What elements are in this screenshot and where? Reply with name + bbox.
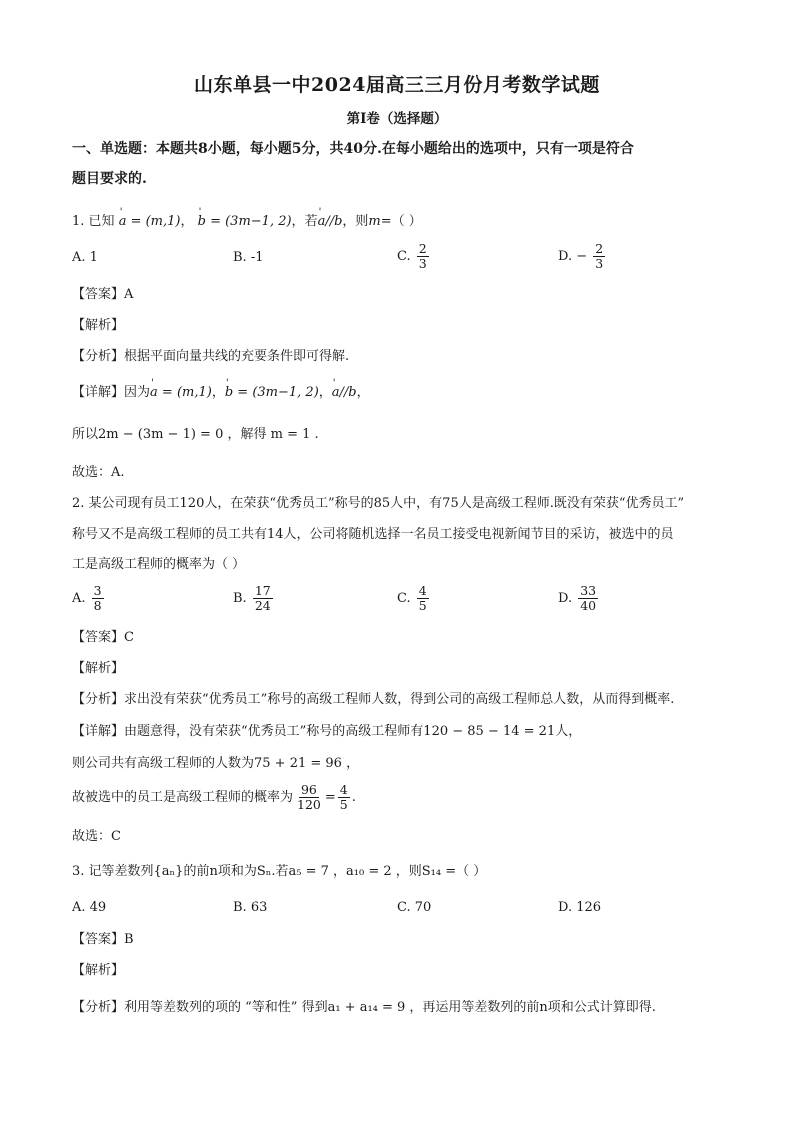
q2-option-b-label: B. bbox=[233, 591, 247, 606]
q1-option-c-numerator: 2 bbox=[418, 241, 427, 256]
q2-answer bbox=[72, 629, 134, 647]
q1-detail-sep2: ， bbox=[318, 385, 332, 400]
q2-detail-fraction2-numerator: 4 bbox=[339, 782, 348, 797]
section-heading-line1: 一、单选题：本题共8小题，每小题5分，共40分.在每小题给出的选项中，只有一项是符合 bbox=[72, 141, 634, 157]
q2-fenxi-text: 求出没有荣获“优秀员工”称号的高级工程师人数，得到公司的高级工程师总人数，从而得到概率. bbox=[124, 692, 675, 707]
q3-option-b: B. 63 bbox=[233, 900, 268, 915]
q1-conclusion: 故选：A. bbox=[72, 465, 125, 480]
q1-answer bbox=[72, 286, 133, 304]
q1-option-c-fraction bbox=[417, 242, 429, 271]
q1-parallel: ' a//b bbox=[318, 213, 343, 231]
q3-answer bbox=[72, 931, 134, 949]
q2-option-d-numerator: 33 bbox=[580, 583, 597, 598]
q1-fenxi-text: 根据平面向量共线的充要条件即可得解. bbox=[124, 349, 350, 364]
xiangjie-label: 【详解】 bbox=[72, 724, 125, 739]
q2-conclusion: 故选：C bbox=[72, 829, 121, 844]
q1-condition: ，若 bbox=[291, 214, 318, 229]
q2-option-d bbox=[558, 584, 600, 613]
q2-detail-text3: 故被选中的员工是高级工程师的概率为 bbox=[72, 790, 294, 805]
q1-analysis-label: 【解析】 bbox=[72, 318, 125, 333]
q1-option-d-numerator: 2 bbox=[595, 241, 604, 256]
fenxi-label: 【分析】 bbox=[72, 1000, 125, 1015]
q3-option-a: A. 49 bbox=[72, 900, 107, 915]
q2-option-b-denominator: 24 bbox=[254, 598, 271, 613]
q1-option-c-denominator: 3 bbox=[418, 256, 427, 271]
q2-option-d-denominator: 40 bbox=[580, 598, 597, 613]
page-subtitle: 第I卷（选择题） bbox=[346, 111, 448, 127]
q2-detail-line1 bbox=[72, 723, 581, 741]
q1-option-d-label: D. − bbox=[558, 249, 588, 264]
q1-detail-sep1: ， bbox=[211, 385, 225, 400]
q1-option-d-denominator: 3 bbox=[595, 256, 604, 271]
q2-option-b bbox=[233, 584, 275, 613]
q2-detail-fraction1 bbox=[295, 783, 323, 812]
q1-option-d-fraction bbox=[593, 242, 605, 271]
xiangjie-label: 【详解】 bbox=[72, 385, 125, 400]
q1-option-d bbox=[558, 242, 607, 271]
q3-option-c: C. 70 bbox=[397, 900, 432, 915]
q1-variable: m bbox=[368, 214, 381, 229]
q2-option-a-fraction bbox=[92, 584, 104, 613]
q1-fenxi bbox=[72, 348, 349, 366]
q1-detail-vector-a: ' a = (m,1) bbox=[150, 384, 212, 402]
q2-detail-fraction2 bbox=[338, 783, 350, 812]
q1-vector-a: ' a = (m,1) bbox=[119, 213, 181, 231]
q2-detail-line2: 则公司共有高级工程师的人数为75 + 21 = 96 ， bbox=[72, 756, 360, 771]
q2-detail-text1: 由题意得，没有荣获“优秀员工”称号的高级工程师有120 − 85 − 14 = 21人， bbox=[124, 724, 582, 739]
q1-option-c bbox=[397, 242, 431, 271]
q2-stem-line1: 2. 某公司现有员工120人，在荣获“优秀员工”称号的85人中，有75人是高级工程师.既没有荣获“优秀员工” bbox=[72, 496, 685, 511]
q2-detail-line3 bbox=[72, 783, 356, 812]
answer-label: 【答案】 bbox=[72, 287, 125, 302]
q1-stem-prefix: 1. 已知 bbox=[72, 214, 115, 229]
q1-option-a: A. 1 bbox=[72, 250, 98, 265]
section-heading-line2: 题目要求的. bbox=[72, 171, 147, 187]
q2-fenxi bbox=[72, 691, 674, 709]
q2-option-a-label: A. bbox=[72, 591, 86, 606]
q1-detail-line2: 所以2m − (3m − 1) = 0 ，解得 m = 1 . bbox=[72, 427, 319, 442]
q2-option-d-label: D. bbox=[558, 591, 573, 606]
q2-option-c bbox=[397, 584, 431, 613]
q1-option-b: B. -1 bbox=[233, 250, 264, 265]
q3-stem: 3. 记等差数列{aₙ}的前n项和为Sₙ.若a₅ = 7 ，a₁₀ = 2 ，则S₁₄ =（ ） bbox=[72, 864, 487, 879]
q1-detail-sep3: ， bbox=[356, 385, 370, 400]
q2-option-d-fraction bbox=[578, 584, 598, 613]
q3-analysis-label: 【解析】 bbox=[72, 963, 125, 978]
q2-option-c-numerator: 4 bbox=[418, 583, 427, 598]
q1-option-c-label: C. bbox=[397, 249, 411, 264]
q2-option-c-label: C. bbox=[397, 591, 411, 606]
q1-detail-parallel: ' a//b bbox=[332, 384, 357, 402]
q1-detail-line1 bbox=[72, 384, 370, 402]
q2-detail-fraction1-numerator: 96 bbox=[300, 782, 317, 797]
q2-option-c-denominator: 5 bbox=[418, 598, 427, 613]
q2-option-b-numerator: 17 bbox=[254, 583, 271, 598]
q2-option-b-fraction bbox=[253, 584, 273, 613]
q3-answer-value: B bbox=[124, 932, 134, 947]
q1-detail-vector-b: ' b = (3m−1, 2) bbox=[225, 384, 319, 402]
q2-stem-line2: 称号又不是高级工程师的员工共有14人，公司将随机选择一名员工接受电视新闻节目的采访，被选中的员 bbox=[72, 527, 674, 542]
q2-detail-equals: = bbox=[324, 790, 336, 805]
q2-answer-value: C bbox=[124, 630, 134, 645]
fenxi-label: 【分析】 bbox=[72, 692, 125, 707]
q3-fenxi-text: 利用等差数列的项的 “等和性” 得到a₁ + a₁₄ = 9 ，再运用等差数列的前n项和公式计算即得. bbox=[124, 1000, 656, 1015]
q2-detail-period: . bbox=[351, 790, 356, 805]
q1-tail: =（ ） bbox=[380, 214, 422, 229]
q1-detail-text: 因为 bbox=[124, 385, 151, 400]
q2-detail-fraction1-denominator: 120 bbox=[297, 797, 321, 812]
q1-ask: ，则 bbox=[342, 214, 369, 229]
q1-answer-value: A bbox=[124, 287, 134, 302]
q2-option-c-fraction bbox=[417, 584, 429, 613]
q1-vector-b: ' b = (3m−1, 2) bbox=[198, 213, 292, 231]
page-title: 山东单县一中2024届高三三月份月考数学试题 bbox=[194, 74, 600, 96]
q2-analysis-label: 【解析】 bbox=[72, 661, 125, 676]
answer-label: 【答案】 bbox=[72, 932, 125, 947]
q1-stem: 1. 已知 ' a = (m,1)， ' b = (3m−1, 2)，若' a//b，则m=（ ） bbox=[72, 213, 422, 231]
q2-stem-line3: 工是高级工程师的概率为（ ） bbox=[72, 557, 246, 572]
q3-option-d: D. 126 bbox=[558, 900, 602, 915]
q2-option-a bbox=[72, 584, 106, 613]
fenxi-label: 【分析】 bbox=[72, 349, 125, 364]
q3-fenxi bbox=[72, 999, 656, 1017]
q2-option-a-numerator: 3 bbox=[93, 583, 102, 598]
q2-option-a-denominator: 8 bbox=[93, 598, 102, 613]
answer-label: 【答案】 bbox=[72, 630, 125, 645]
q2-detail-fraction2-denominator: 5 bbox=[339, 797, 348, 812]
